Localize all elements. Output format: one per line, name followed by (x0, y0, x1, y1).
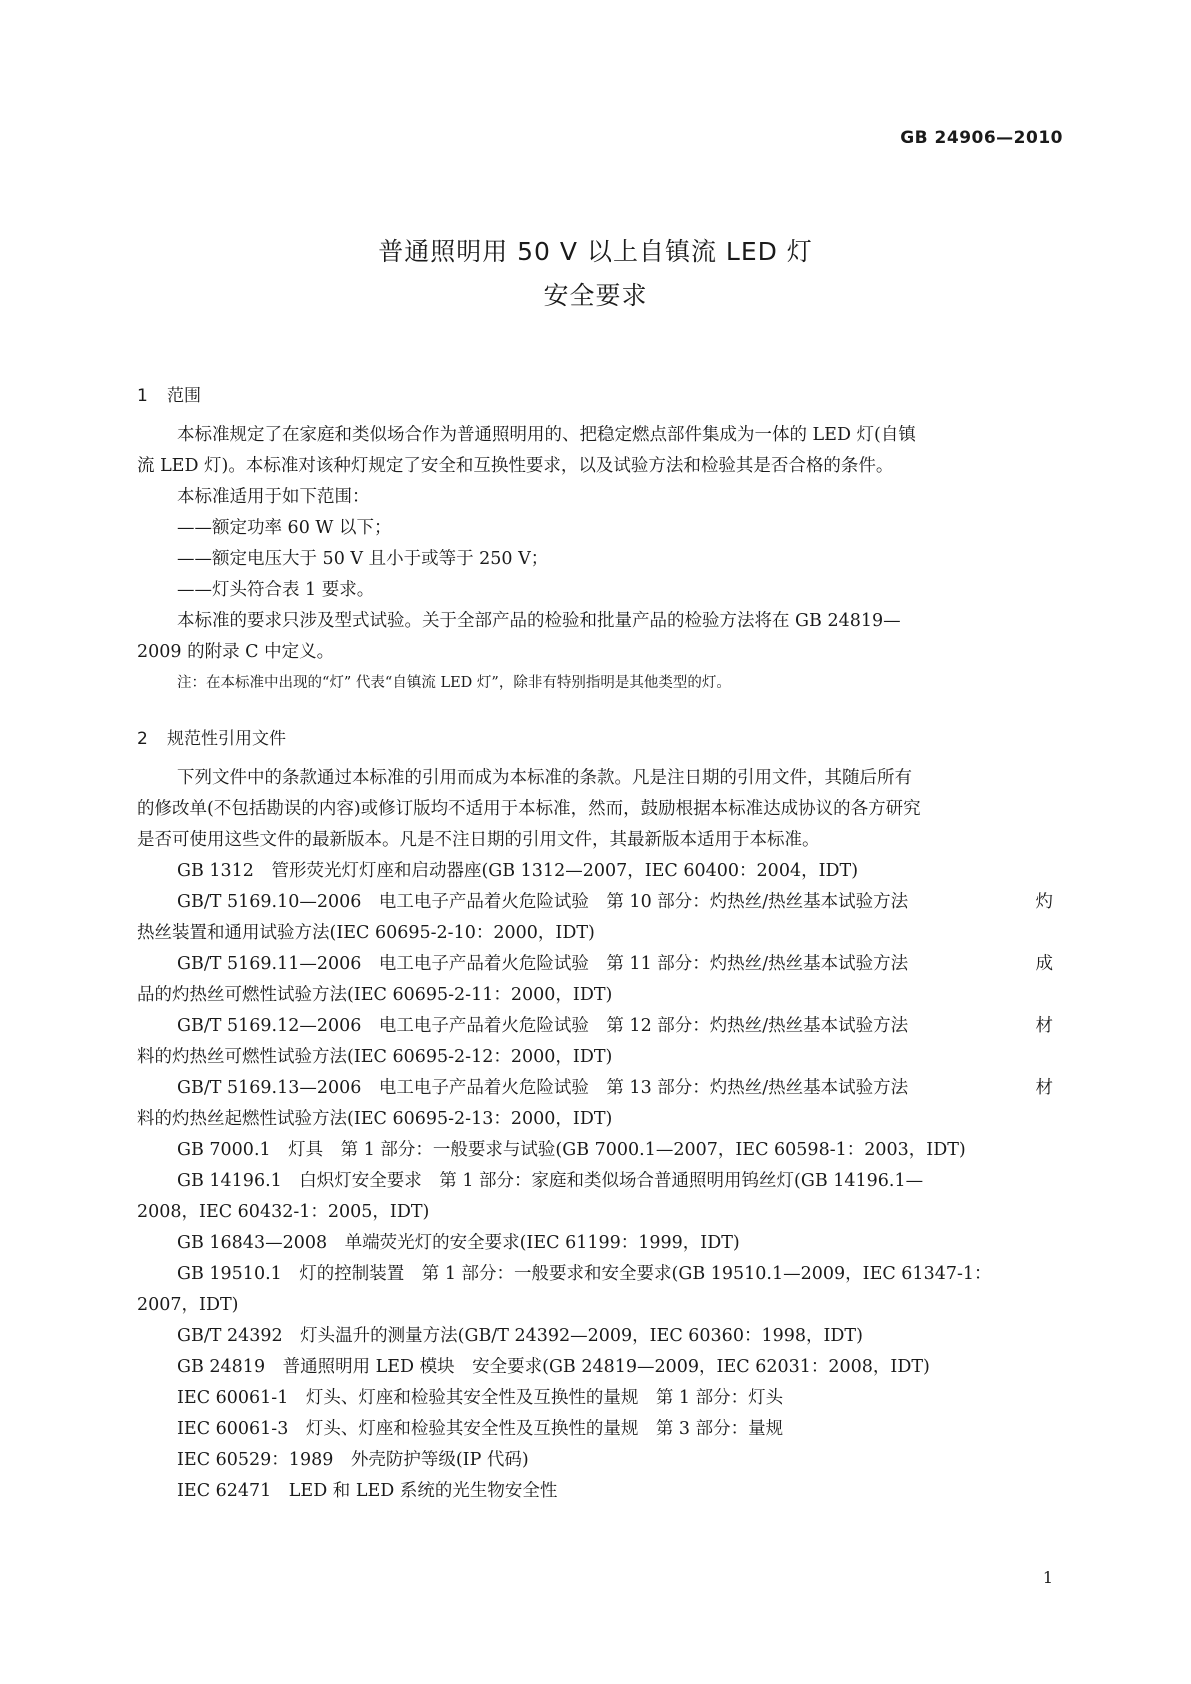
list-item: ——额定功率 60 W 以下； (177, 518, 392, 538)
reference-item: GB 7000.1 灯具 第 1 部分：一般要求与试验(GB 7000.1—2007，IEC 60598-1：2003，IDT) (177, 1140, 966, 1160)
section-1-body (137, 420, 1053, 698)
paragraph: 本标准规定了在家庭和类似场合作为普通照明用的、把稳定燃点部件集成为一体的 LED 灯(自镇 (177, 425, 916, 445)
paragraph: 本标准适用于如下范围： (177, 487, 370, 507)
paragraph: 2009 的附录 C 中定义。 (137, 642, 335, 662)
reference-item (137, 1011, 1053, 1042)
standard-code: GB 24906—2010 (900, 128, 1063, 148)
section-1-heading (137, 381, 201, 406)
reference-item: 品的灼热丝可燃性试验方法(IEC 60695-2-11：2000，IDT) (137, 985, 613, 1005)
reference-item: IEC 60529：1989 外壳防护等级(IP 代码) (177, 1450, 529, 1470)
reference-item: GB 1312 管形荧光灯灯座和启动器座(GB 1312—2007，IEC 60400：2004，IDT) (177, 861, 859, 881)
reference-item: GB 24819 普通照明用 LED 模块 安全要求(GB 24819—2009，IEC 62031：2008，IDT) (177, 1357, 930, 1377)
document-title: 普通照明用 50 V 以上自镇流 LED 灯 (378, 237, 813, 266)
reference-item: 2007，IDT) (137, 1295, 239, 1315)
reference-text: GB/T 5169.13—2006 电工电子产品着火危险试验 第 13 部分：灼热丝/热丝基本试验方法 (177, 1078, 909, 1098)
reference-item: 料的灼热丝可燃性试验方法(IEC 60695-2-12：2000，IDT) (137, 1047, 613, 1067)
list-item: ——灯头符合表 1 要求。 (177, 580, 375, 600)
reference-text: 材 (1035, 1016, 1053, 1036)
reference-text: GB/T 5169.12—2006 电工电子产品着火危险试验 第 12 部分：灼热丝/热丝基本试验方法 (177, 1016, 909, 1036)
page-number: 1 (1042, 1568, 1053, 1587)
reference-item: 热丝装置和通用试验方法(IEC 60695-2-10：2000，IDT) (137, 923, 595, 943)
section-2-body (137, 763, 1053, 1507)
paragraph: 本标准的要求只涉及型式试验。关于全部产品的检验和批量产品的检验方法将在 GB 24819— (177, 611, 901, 631)
list-item: ——额定电压大于 50 V 且小于或等于 250 V； (177, 549, 549, 569)
document-subtitle: 安全要求 (543, 281, 648, 310)
reference-text: 灼 (1035, 892, 1053, 912)
note: 注：在本标准中出现的“灯” 代表“自镇流 LED 灯”，除非有特别指明是其他类型的灯。 (177, 675, 731, 691)
paragraph: 的修改单(不包括勘误的内容)或修订版均不适用于本标准，然而，鼓励根据本标准达成协议的各方研究 (137, 799, 921, 819)
paragraph: 流 LED 灯)。本标准对该种灯规定了安全和互换性要求，以及试验方法和检验其是否合格的条件。 (137, 456, 894, 476)
reference-item (137, 887, 1053, 918)
section-title: 范围 (167, 386, 201, 406)
paragraph: 下列文件中的条款通过本标准的引用而成为本标准的条款。凡是注日期的引用文件，其随后所有 (177, 768, 912, 788)
section-title: 规范性引用文件 (167, 729, 286, 749)
reference-item (137, 949, 1053, 980)
reference-item: GB 16843—2008 单端荧光灯的安全要求(IEC 61199：1999，IDT) (177, 1233, 740, 1253)
section-number: 1 (137, 386, 148, 406)
reference-item: IEC 60061-3 灯头、灯座和检验其安全性及互换性的量规 第 3 部分：量规 (177, 1419, 784, 1439)
reference-item: 2008，IEC 60432-1：2005，IDT) (137, 1202, 430, 1222)
section-2-heading (137, 724, 286, 749)
reference-item: 料的灼热丝起燃性试验方法(IEC 60695-2-13：2000，IDT) (137, 1109, 613, 1129)
reference-item: GB 19510.1 灯的控制装置 第 1 部分：一般要求和安全要求(GB 19510.1—2009，IEC 61347-1： (177, 1264, 992, 1284)
paragraph: 是否可使用这些文件的最新版本。凡是不注日期的引用文件，其最新版本适用于本标准。 (137, 830, 820, 850)
reference-text: 成 (1035, 954, 1053, 974)
reference-text: 材 (1035, 1078, 1053, 1098)
reference-item: IEC 62471 LED 和 LED 系统的光生物安全性 (177, 1481, 558, 1501)
reference-item (137, 1073, 1053, 1104)
reference-text: GB/T 5169.11—2006 电工电子产品着火危险试验 第 11 部分：灼热丝/热丝基本试验方法 (177, 954, 909, 974)
reference-text: GB/T 5169.10—2006 电工电子产品着火危险试验 第 10 部分：灼热丝/热丝基本试验方法 (177, 892, 909, 912)
section-number: 2 (137, 729, 148, 749)
reference-item: GB 14196.1 白炽灯安全要求 第 1 部分：家庭和类似场合普通照明用钨丝灯(GB 14196.1— (177, 1171, 924, 1191)
reference-item: IEC 60061-1 灯头、灯座和检验其安全性及互换性的量规 第 1 部分：灯头 (177, 1388, 784, 1408)
reference-item: GB/T 24392 灯头温升的测量方法(GB/T 24392—2009，IEC 60360：1998，IDT) (177, 1326, 863, 1346)
